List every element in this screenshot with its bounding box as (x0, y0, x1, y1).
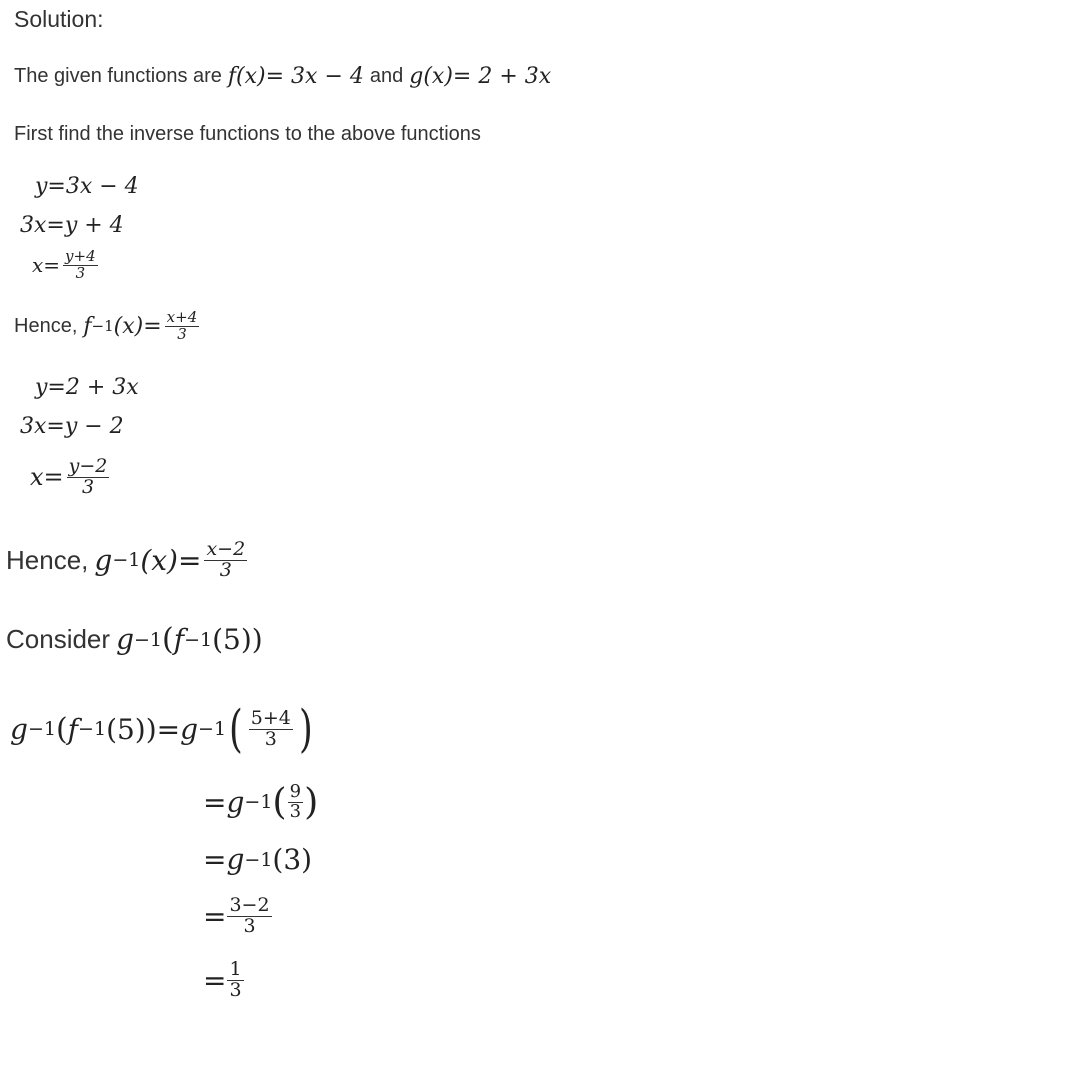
g-inverse-denominator: 3 (204, 560, 247, 581)
g-step-2 (20, 414, 124, 439)
intro-joiner: and (369, 65, 404, 87)
intro-line (14, 64, 551, 89)
f-step-1 (35, 174, 139, 199)
g-step-1-eq: y=2 + 3x (35, 375, 139, 400)
g-inverse-line: Hence, g −1 (x)= $\frac{x-2}{3}$ (6, 538, 246, 581)
g-step-1 (35, 375, 139, 400)
g-step-3-fraction (67, 457, 110, 498)
g-step-3-numerator: y−2 (68, 455, 108, 477)
r5-numerator: 1 (229, 958, 242, 980)
g-step-3 (30, 457, 112, 498)
g-inverse-g: g (94, 543, 113, 577)
r2-fraction (288, 783, 303, 822)
f-inverse-label: Hence, (14, 314, 78, 337)
lhs-open-paren: ( (55, 711, 68, 747)
f-inverse-denominator: 3 (165, 326, 200, 343)
g-inverse-fraction (204, 540, 247, 581)
f-step-3 (32, 249, 101, 282)
r1-open-paren: ( (229, 699, 243, 758)
r4-fraction (227, 896, 271, 937)
f-step-2-eq: 3x=y + 4 (20, 213, 124, 238)
r1-close-paren: ) (298, 699, 313, 758)
r5-equals: = (203, 963, 227, 997)
r2-denominator: 3 (289, 800, 302, 822)
consider-g: g (116, 623, 134, 656)
f-step-3-numerator: y+4 (65, 247, 96, 265)
computation-row-2: = g −1 ( $\frac{9}{3}$ ) (203, 780, 319, 824)
r1-numerator: 5+4 (250, 706, 291, 729)
g-definition: g(x)= 2 + 3x (409, 64, 552, 89)
r4-denominator: 3 (227, 916, 271, 937)
lhs-f: f (67, 712, 79, 746)
g-step-3-denominator: 3 (67, 477, 110, 498)
r3-g: g (226, 843, 245, 876)
r2-numerator: 9 (289, 781, 302, 802)
r5-denominator: 3 (229, 978, 242, 1001)
r4-numerator: 3−2 (229, 894, 270, 916)
intro-text: The given functions are (14, 65, 222, 87)
g-step-3-lhs: x= (30, 463, 64, 492)
f-inverse-arg: (x)= (113, 313, 162, 339)
g-inverse-label: Hence, (6, 544, 89, 575)
f-step-3-lhs: x= (32, 253, 61, 278)
g-step-2-eq: 3x=y − 2 (20, 414, 124, 439)
r3-equals: = (203, 843, 227, 876)
g-inverse-numerator: x−2 (206, 538, 246, 560)
lhs-inner: (5))= (106, 712, 181, 746)
r5-fraction (227, 960, 243, 1001)
f-step-2 (20, 213, 124, 238)
heading-text: Solution: (14, 6, 104, 32)
consider-inner: (5)) (212, 623, 263, 656)
r2-equals: = (203, 785, 227, 819)
computation-row-3: = g −1 (3) (203, 843, 313, 876)
f-inverse-fraction (165, 310, 200, 343)
r2-g: g (226, 785, 245, 819)
r2-close-paren: ) (304, 780, 319, 824)
consider-f: f (173, 623, 185, 656)
consider-label: Consider (6, 624, 111, 654)
g-inverse-arg: (x)= (140, 543, 202, 577)
computation-row-5 (203, 960, 245, 1001)
r1-g: g (180, 712, 199, 746)
f-step-3-denominator: 3 (63, 265, 98, 282)
f-inverse-f: f (83, 313, 92, 339)
lhs-g: g (10, 712, 28, 746)
r1-fraction (249, 706, 293, 750)
consider-line: Consider g −1 ( f −1 (5)) (6, 622, 263, 657)
consider-open-paren: ( (162, 622, 174, 657)
r4-equals: = (203, 899, 227, 933)
r1-denominator: 3 (249, 729, 293, 750)
f-definition: f(x)= 3x − 4 (227, 64, 364, 89)
r3-arg: (3) (272, 843, 313, 876)
f-step-3-fraction (63, 249, 98, 282)
computation-row-4 (203, 896, 273, 937)
solution-heading (14, 6, 104, 33)
computation-row-1: g −1 ( f −1 (5))= g −1 ( $\frac{5+4}{3}$ ) (10, 699, 313, 758)
f-inverse-numerator: x+4 (166, 308, 198, 326)
r2-open-paren: ( (272, 780, 287, 824)
f-inverse-line: Hence, f −1 (x)= $\frac{x+4}{3}$ (14, 308, 198, 343)
instruction-text: First find the inverse functions to the above functions (14, 123, 481, 145)
instruction-line (14, 123, 481, 146)
f-step-1-eq: y=3x − 4 (35, 174, 139, 199)
